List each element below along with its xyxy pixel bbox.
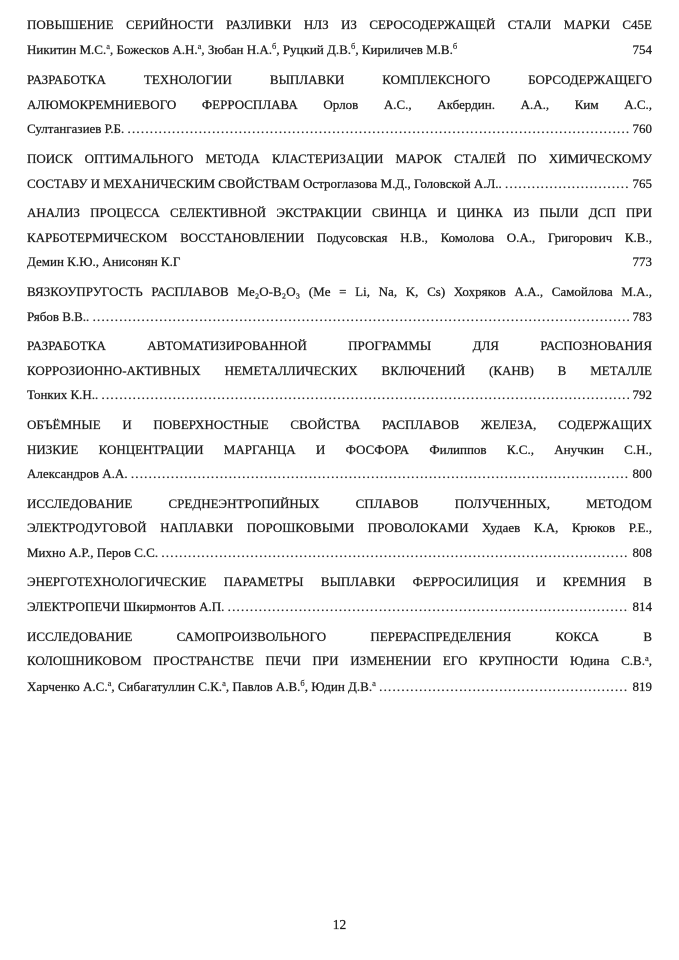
toc-line	[27, 595, 652, 620]
toc-entry	[27, 147, 652, 196]
affiliation-superscript: б	[272, 41, 277, 52]
affiliation-superscript: б	[452, 41, 458, 52]
toc-line	[27, 68, 652, 93]
entry-authors: , Кириличев М.В.	[355, 41, 453, 57]
toc-line	[27, 675, 652, 701]
entry-text	[27, 462, 131, 487]
affiliation-superscript: а	[644, 652, 649, 663]
table-of-contents	[27, 13, 652, 700]
entry-title: ЭНЕРГОТЕХНОЛОГИЧЕСКИЕ ПАРАМЕТРЫ ВЫПЛАВКИ ФЕРРОСИЛИЦИЯ И КРЕМНИЯ В	[27, 574, 652, 590]
entry-authors: Александров А.А.	[27, 466, 131, 482]
entry-text	[27, 383, 102, 408]
entry-authors: Михно А.Р., Перов С.С.	[27, 544, 162, 560]
toc-line	[27, 250, 652, 275]
entry-text	[27, 541, 161, 566]
affiliation-superscript: б	[351, 41, 356, 52]
entry-authors: Подусовская Н.В., Комолова О.А., Григорович К.В.,	[316, 229, 652, 245]
toc-line	[27, 383, 652, 408]
toc-line	[27, 38, 652, 64]
entry-title: АНАЛИЗ ПРОЦЕССА СЕЛЕКТИВНОЙ ЭКСТРАКЦИИ СВИНЦА И ЦИНКА ИЗ ПЫЛИ ДСП ПРИ	[27, 205, 652, 221]
entry-authors: Худаев К.А, Крюков Р.Е.,	[482, 520, 652, 536]
dot-leader	[93, 305, 629, 330]
entry-page-number: 800	[632, 466, 652, 482]
entry-page-number: 814	[632, 599, 652, 615]
entry-title: КОЛОШНИКОВОМ ПРОСТРАНСТВЕ ПЕЧИ ПРИ ИЗМЕНЕНИИ ЕГО КРУПНОСТИ	[27, 653, 571, 669]
entry-text	[27, 250, 180, 275]
entry-authors: Хохряков А.А., Самойлова М.А.,	[453, 283, 653, 299]
affiliation-superscript: а	[372, 678, 376, 689]
page-number-footer	[0, 917, 679, 933]
entry-text	[27, 675, 379, 701]
entry-page-number: 754	[632, 41, 652, 57]
entry-text	[27, 595, 228, 620]
toc-line	[27, 226, 652, 251]
toc-line	[27, 172, 652, 197]
entry-authors: ,	[648, 653, 652, 669]
toc-line	[27, 305, 652, 330]
entry-title: ВЯЗКОУПРУГОСТЬ РАСПЛАВОВ Me₂O-B₂O₃ (Me = Li, Na, K, Cs)	[27, 283, 454, 299]
toc-line	[27, 541, 652, 566]
entry-page-number: 792	[632, 387, 652, 403]
toc-line	[27, 359, 652, 384]
entry-authors: Филиппов К.С., Анучкин С.Н.,	[429, 441, 652, 457]
toc-entry	[27, 334, 652, 408]
entry-page-number: 783	[632, 308, 652, 324]
entry-title: НИЗКИЕ КОНЦЕНТРАЦИИ МАРГАНЦА И ФОСФОРА	[27, 441, 430, 457]
entry-authors: , Руцкий Д.В.	[276, 41, 352, 57]
toc-line	[27, 147, 652, 172]
entry-page-number: 760	[632, 121, 652, 137]
entry-title: ЭЛЕКТРОПЕЧИ	[27, 599, 124, 615]
entry-title: ИССЛЕДОВАНИЕ СРЕДНЕЭНТРОПИЙНЫХ СПЛАВОВ ПОЛУЧЕННЫХ, МЕТОДОМ	[27, 495, 652, 511]
toc-line	[27, 492, 652, 517]
entry-authors: Юдина С.В.	[570, 653, 645, 669]
toc-entry	[27, 280, 652, 329]
toc-line	[27, 625, 652, 650]
entry-title: ИССЛЕДОВАНИЕ САМОПРОИЗВОЛЬНОГО ПЕРЕРАСПРЕДЕЛЕНИЯ КОКСА В	[27, 628, 652, 644]
entry-authors: , Божесков А.Н.	[109, 41, 198, 57]
toc-line	[27, 438, 652, 463]
entry-title: ПОВЫШЕНИЕ СЕРИЙНОСТИ РАЗЛИВКИ НЛЗ ИЗ СЕРОСОДЕРЖАЩЕЙ СТАЛИ МАРКИ С45Е	[27, 17, 652, 32]
entry-title: ОБЪЁМНЫЕ И ПОВЕРХНОСТНЫЕ СВОЙСТВА РАСПЛАВОВ ЖЕЛЕЗА, СОДЕРЖАЩИХ	[27, 416, 652, 432]
entry-title: СОСТАВУ И МЕХАНИЧЕСКИМ СВОЙСТВАМ	[27, 175, 304, 191]
toc-line	[27, 649, 652, 675]
toc-entry	[27, 413, 652, 487]
toc-line	[27, 280, 652, 305]
dot-leader	[379, 675, 628, 700]
entry-page-number: 819	[632, 678, 652, 694]
entry-authors: , Сибагатуллин С.К.	[111, 678, 223, 694]
entry-title: КОРРОЗИОННО-АКТИВНЫХ НЕМЕТАЛЛИЧЕСКИХ ВКЛЮЧЕНИЙ (КАНВ) В МЕТАЛЛЕ	[27, 362, 652, 378]
affiliation-superscript: а	[106, 41, 110, 52]
entry-title: КАРБОТЕРМИЧЕСКОМ ВОССТАНОВЛЕНИИ	[27, 229, 317, 245]
entry-authors: Никитин М.С.	[27, 41, 107, 57]
dot-leader	[505, 172, 628, 197]
entry-text	[27, 172, 505, 197]
affiliation-superscript: а	[197, 41, 202, 52]
entry-text	[27, 38, 457, 64]
entry-authors: Шкирмонтов А.П.	[123, 599, 228, 615]
entry-page-number: 773	[632, 254, 652, 270]
toc-entry	[27, 570, 652, 619]
entry-title: АЛЮМОКРЕМНИЕВОГО ФЕРРОСПЛАВА	[27, 96, 324, 112]
affiliation-superscript: а	[222, 678, 226, 689]
entry-authors: , Юдин Д.В.	[304, 678, 373, 694]
entry-title: РАЗРАБОТКА АВТОМАТИЗИРОВАННОЙ ПРОГРАММЫ ДЛЯ РАСПОЗНОВАНИЯ	[27, 338, 652, 354]
affiliation-superscript: б	[300, 678, 305, 689]
toc-line	[27, 93, 652, 118]
toc-line	[27, 201, 652, 226]
entry-authors: Орлов А.С., Акбердин. А.А., Ким А.С.,	[323, 96, 653, 112]
dot-leader	[161, 541, 628, 566]
toc-line	[27, 117, 652, 142]
dot-leader	[228, 595, 629, 620]
toc-line	[27, 516, 652, 541]
dot-leader	[102, 383, 629, 408]
toc-entry	[27, 492, 652, 566]
toc-line	[27, 462, 652, 487]
toc-entry	[27, 201, 652, 275]
page-number: 12	[332, 917, 347, 932]
toc-line	[27, 570, 652, 595]
entry-page-number: 765	[632, 175, 652, 191]
toc-line	[27, 334, 652, 359]
entry-text	[27, 117, 128, 142]
toc-entry	[27, 625, 652, 701]
toc-line	[27, 413, 652, 438]
entry-authors: Рябов В.В..	[27, 308, 93, 324]
entry-authors: Демин К.Ю., Анисонян К.Г	[27, 254, 181, 270]
entry-authors: Султангазиев Р.Б.	[27, 121, 128, 137]
entry-authors: Тонких К.Н..	[27, 387, 102, 403]
entry-authors: Остроглазова М.Д., Головской А.Л..	[303, 175, 506, 191]
entry-title: РАЗРАБОТКА ТЕХНОЛОГИИ ВЫПЛАВКИ КОМПЛЕКСНОГО БОРСОДЕРЖАЩЕГО	[27, 72, 652, 88]
entry-authors: Харченко А.С.	[27, 678, 108, 694]
entry-authors: , Зюбан Н.А.	[201, 41, 272, 57]
dot-leader	[131, 462, 629, 487]
dot-leader	[128, 117, 629, 142]
entry-title: ПОИСК ОПТИМАЛЬНОГО МЕТОДА КЛАСТЕРИЗАЦИИ МАРОК СТАЛЕЙ ПО ХИМИЧЕСКОМУ	[27, 150, 652, 166]
entry-text	[27, 305, 93, 330]
toc-entry	[27, 13, 652, 63]
affiliation-superscript: а	[107, 678, 112, 689]
entry-title: ЭЛЕКТРОДУГОВОЙ НАПЛАВКИ ПОРОШКОВЫМИ ПРОВОЛОКАМИ	[27, 520, 483, 536]
toc-line	[27, 13, 652, 38]
toc-entry	[27, 68, 652, 142]
entry-page-number: 808	[632, 544, 652, 560]
entry-authors: , Павлов А.В.	[225, 678, 301, 694]
